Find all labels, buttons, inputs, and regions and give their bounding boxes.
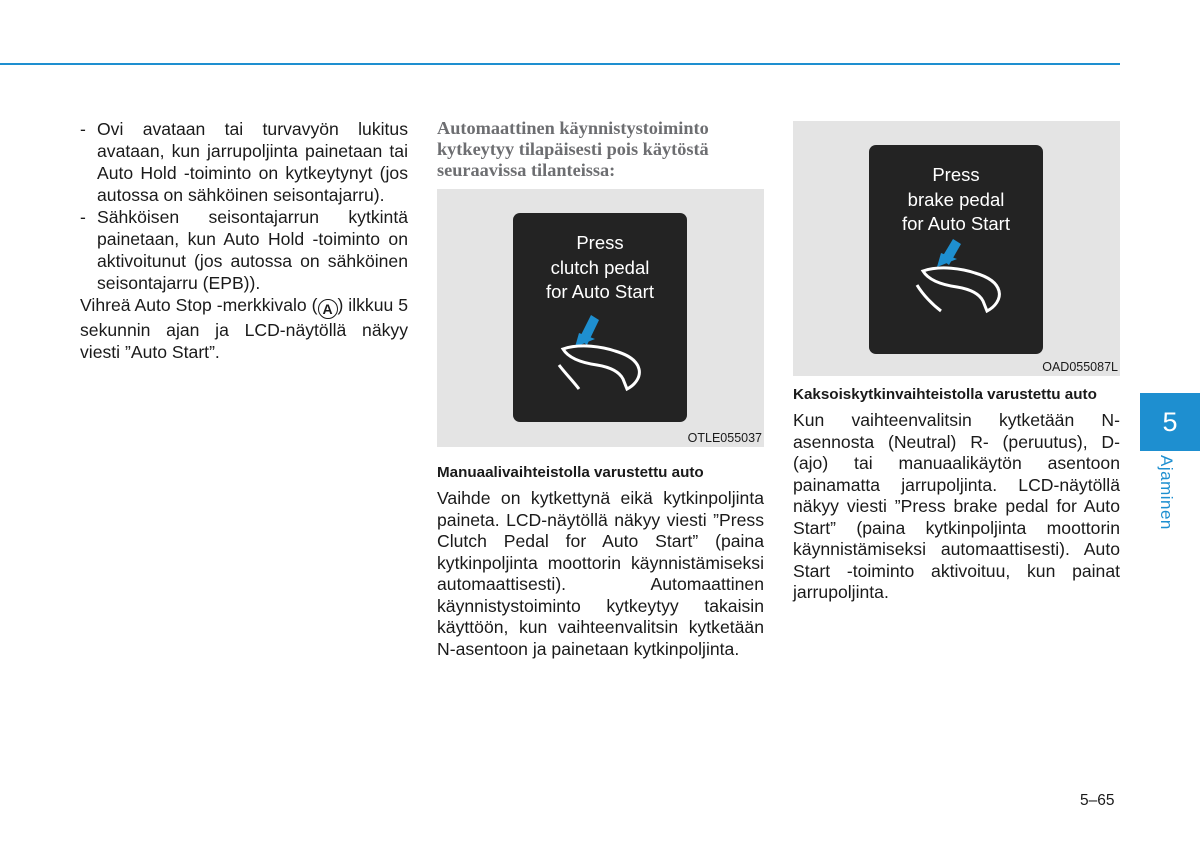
lcd-line: Press bbox=[932, 164, 980, 185]
clutch-figure bbox=[437, 189, 764, 447]
body-text: Kun vaihteenvalitsin kytketään N-asennosta (Neutral) R- (peruutus), D- (ajo) tai manuaalikäytön asentoon painamatta jarrupoljinta. LCD-näytöllä näkyy viesti ”Press brake pedal for Auto Start” (paina kytkinpoljinta moottorin käynnistämiseksi automaattisesti). Auto Start -toiminto aktivoituu, kun painat jarrupoljinta. bbox=[793, 410, 1120, 602]
figure-code: OAD055087L bbox=[1042, 360, 1118, 374]
bullet-text: Ovi avataan tai turvavyön lukitus avataan, kun jarrupoljinta painetaan tai Auto Hold -toiminto on kytkeytynyt (jos autossa on sähköinen seisontajarru). bbox=[97, 119, 408, 205]
indicator-paragraph: Vihreä Auto Stop -merkkivalo ( A ) ilkkuu 5 sekunnin ajan ja LCD-näytöllä näkyy viesti ”Auto Start”. bbox=[80, 295, 408, 362]
bullet-item: - Ovi avataan tai turvavyön lukitus avataan, kun jarrupoljinta painetaan tai Auto Hold -toiminto on kytkeytynyt (jos autossa on sähköinen seisontajarru). bbox=[80, 119, 408, 205]
lcd-line: brake pedal bbox=[907, 188, 1005, 210]
dual-clutch-section bbox=[793, 385, 1120, 604]
lcd-line: for Auto Start bbox=[546, 281, 654, 302]
lcd-line: Press bbox=[576, 232, 624, 253]
auto-stop-indicator-icon: A bbox=[318, 299, 338, 319]
body-text: Vaihde on kytkettynä eikä kytkinpoljinta paineta. LCD-näytöllä näkyy viesti ”Press Clutch Pedal for Auto Start” (paina kytkinpoljinta moottorin käynnistämiseksi automaattisesti). Automaattinen käynnistystoiminto kytkeytyy takaisin käyttöön, kun vaihteenvalitsin kytketään N-asentoon ja painetaan kytkinpoljinta. bbox=[437, 488, 764, 659]
lcd-line: for Auto Start bbox=[902, 213, 1010, 234]
brake-figure bbox=[793, 121, 1120, 376]
subheading: Manuaalivaihteistolla varustettu auto bbox=[437, 464, 704, 481]
manual-transmission-section bbox=[437, 463, 764, 660]
chapter-label: Ajaminen bbox=[1157, 455, 1176, 530]
foot-pedal-icon bbox=[553, 309, 663, 399]
lcd-line: clutch pedal bbox=[550, 256, 650, 278]
figure-code: OTLE055037 bbox=[687, 431, 762, 445]
left-column bbox=[80, 118, 408, 363]
page-number: 5–65 bbox=[1080, 792, 1115, 809]
section-heading: Automaattinen käynnistystoiminto kytkeytyy tilapäisesti pois käytöstä seuraavissa tilanteissa: bbox=[437, 118, 709, 180]
subheading: Kaksoiskytkinvaihteistolla varustettu auto bbox=[793, 386, 1097, 403]
lcd-screen bbox=[513, 213, 687, 422]
bullet-text: Sähköisen seisontajarrun kytkintä painetaan, kun Auto Hold -toiminto on aktivoitunut (jos autossa on sähköinen seisontajarru (EPB)). bbox=[97, 207, 408, 293]
bullet-item: - Sähköisen seisontajarrun kytkintä painetaan, kun Auto Hold -toiminto on aktivoitunut (jos autossa on sähköinen seisontajarru (EPB)). bbox=[80, 207, 408, 293]
foot-pedal-icon bbox=[909, 235, 1019, 325]
chapter-tab: 5 bbox=[1140, 393, 1200, 451]
middle-column bbox=[437, 118, 764, 181]
lcd-screen bbox=[869, 145, 1043, 354]
header-rule bbox=[0, 63, 1120, 65]
